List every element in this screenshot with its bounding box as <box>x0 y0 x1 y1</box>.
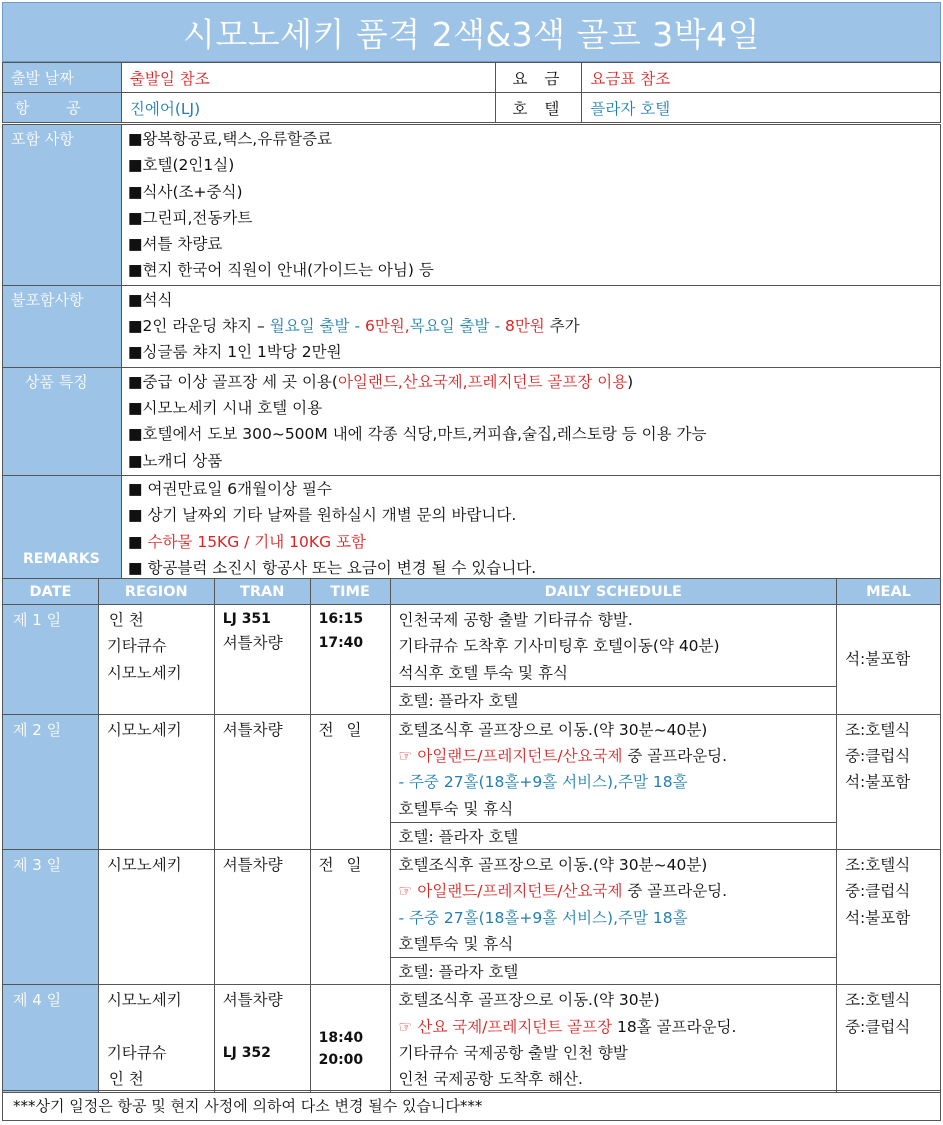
region-text: 인 천 <box>108 611 144 629</box>
text: 18홀 골프라운딩. <box>612 1017 737 1036</box>
airline-value: 진에어(LJ) <box>121 93 496 123</box>
included-list <box>121 125 940 286</box>
day-label: 제 3 일 <box>3 850 99 985</box>
details-table <box>2 124 941 582</box>
region-text: 시모노세키 <box>106 720 182 739</box>
airline-label: 항 공 <box>3 93 122 123</box>
region-text <box>107 1014 206 1040</box>
day-label: 제 2 일 <box>3 714 99 849</box>
hand-icon: ☞ <box>398 1017 418 1036</box>
text: 수하물 15KG / 기내 10KG 포함 <box>147 532 366 551</box>
text: , <box>404 317 410 336</box>
schedule-header-row <box>3 579 941 605</box>
day-tran <box>214 714 310 849</box>
schedule-text <box>399 878 829 904</box>
day-schedule <box>390 985 837 1093</box>
day-label: 제 4 일 <box>3 985 99 1093</box>
day-tran <box>214 605 310 715</box>
excluded-item-round-charge <box>128 313 934 339</box>
included-label: 포함 사항 <box>3 125 122 286</box>
schedule-text: 호텔투숙 및 휴식 <box>398 934 514 953</box>
day-schedule <box>390 714 837 822</box>
meal-text: 석:불포함 <box>845 908 911 927</box>
day-time <box>310 985 390 1093</box>
time-text: 17:40 <box>318 635 364 651</box>
price-value: 요금표 참조 <box>582 63 941 93</box>
feature-item: ■노캐디 상품 <box>127 451 223 470</box>
region-text: 기타큐슈 <box>106 1043 167 1062</box>
feature-item <box>128 369 934 395</box>
text: 산요 국제/프레지던트 골프장 <box>417 1017 613 1036</box>
tran-text: 셔틀차량 <box>222 991 283 1010</box>
schedule-text <box>399 743 829 769</box>
day-time <box>310 850 390 985</box>
schedule-table <box>2 578 941 1093</box>
schedule-text: 호텔투숙 및 휴식 <box>398 799 514 818</box>
included-item: ■셔틀 차량료 <box>127 235 223 254</box>
text: 아일랜드/프레지던트/산요국제 <box>417 747 623 766</box>
meal-text: 석:불포함 <box>845 650 911 669</box>
hotel-value: 플라자 호텔 <box>582 93 941 123</box>
remark-item: ■ 항공블럭 소진시 항공사 또는 요금이 변경 될 수 있습니다. <box>127 558 537 577</box>
day-hotel: 호텔: 플라자 호텔 <box>390 823 837 850</box>
schedule-text: - 주중 27홀(18홀+9홀 서비스),주말 18홀 <box>398 773 688 792</box>
tran-text: 셔틀차량 <box>222 720 283 739</box>
excluded-item: ■석식 <box>127 290 173 309</box>
schedule-text: 석식후 호텔 투숙 및 휴식 <box>398 663 568 682</box>
time-text <box>319 1005 382 1027</box>
included-item: ■왕복항공료,택스,유류할증료 <box>127 130 333 148</box>
meal-text: 조:호텔식 <box>845 856 911 875</box>
tran-text: 셔틀차량 <box>222 856 283 875</box>
day-region <box>98 850 214 985</box>
text: 6만원 <box>364 317 405 336</box>
text: 추가 <box>544 317 580 336</box>
day-hotel: 호텔: 플라자 호텔 <box>390 686 837 714</box>
departure-label: 출발 날짜 <box>3 63 122 93</box>
day-meal <box>837 985 941 1093</box>
day-row <box>3 850 941 958</box>
included-item: ■현지 한국어 직원이 안내(가이드는 아님) 등 <box>127 261 434 280</box>
meal-text: 석:불포함 <box>845 773 911 792</box>
tran-text <box>223 1014 302 1040</box>
day-meal <box>837 714 941 849</box>
included-item: ■식사(조+중식) <box>127 182 243 201</box>
schedule-text: 인천 국제공항 도착후 해산. <box>398 1070 583 1089</box>
remark-item: ■ 상기 날짜외 기타 날짜를 원하실시 개별 문의 바랍니다. <box>127 506 517 525</box>
day-time <box>310 714 390 849</box>
remark-item <box>128 529 934 555</box>
schedule-text: 기타큐슈 도착후 기사미팅후 호텔이동(약 40분) <box>398 637 720 656</box>
text: ) <box>627 372 634 391</box>
region-text: 기타큐슈 <box>106 637 167 656</box>
header-tran: TRAN <box>214 579 310 605</box>
included-item: ■호텔(2인1실) <box>127 156 235 175</box>
departure-value: 출발일 참조 <box>121 63 496 93</box>
features-list <box>121 367 940 475</box>
day-tran <box>214 985 310 1093</box>
text: 목요일 출발 - <box>409 317 505 336</box>
meal-text: 중:클럽식 <box>845 747 911 766</box>
hand-icon: ☞ <box>398 747 418 766</box>
text: 아일랜드,산요국제,프레지던트 골프장 이용 <box>337 372 628 391</box>
time-text: 20:00 <box>318 1052 364 1069</box>
day-hotel: 호텔: 플라자 호텔 <box>390 958 837 985</box>
remarks-label: REMARKS <box>3 475 122 581</box>
day-schedule <box>390 850 837 958</box>
header-meal: MEAL <box>837 579 941 605</box>
region-text: 시모노세키 <box>106 856 182 875</box>
meal-text: 중:클럽식 <box>845 1017 911 1036</box>
schedule-text: 기타큐슈 국제공항 출발 인천 향발 <box>398 1043 628 1062</box>
excluded-label: 불포함사항 <box>3 285 122 367</box>
time-text: 18:40 <box>318 1030 364 1047</box>
text: ■ <box>127 532 148 551</box>
header-region: REGION <box>98 579 214 605</box>
header-date: DATE <box>3 579 99 605</box>
day-region <box>98 714 214 849</box>
hotel-label: 호 텔 <box>496 93 582 123</box>
excluded-item: ■싱글룸 챠지 1인 1박당 2만원 <box>127 343 342 362</box>
schedule-text: 인천국제 공항 출발 기타큐슈 향발. <box>398 611 633 629</box>
remark-item: ■ 여권만료일 6개월이상 필수 <box>127 479 332 498</box>
day-region <box>98 985 214 1093</box>
day-meal <box>837 605 941 715</box>
day-row <box>3 985 941 1093</box>
remarks-list <box>121 475 940 581</box>
text: ■중급 이상 골프장 세 곳 이용( <box>127 372 338 391</box>
meal-text: 조:호텔식 <box>845 720 911 739</box>
region-text: 시모노세키 <box>106 991 182 1010</box>
included-item: ■그린피,전동카트 <box>127 208 253 227</box>
page-title: 시모노세키 품격 2색&3색 골프 3박4일 <box>2 2 941 62</box>
text: 월요일 출발 - <box>269 317 365 336</box>
hand-icon: ☞ <box>398 882 418 901</box>
schedule-text: 호텔조식후 골프장으로 이동.(약 30분~40분) <box>398 856 708 875</box>
meal-text: 조:호텔식 <box>845 991 911 1010</box>
header-time: TIME <box>310 579 390 605</box>
meal-text: 중:클럽식 <box>845 882 911 901</box>
price-label: 요 금 <box>496 63 582 93</box>
schedule-text <box>399 1014 829 1040</box>
features-label: 상품 특징 <box>3 367 122 475</box>
text: 아일랜드/프레지던트/산요국제 <box>417 882 623 901</box>
schedule-text: 호텔조식후 골프장으로 이동.(약 30분~40분) <box>398 720 708 739</box>
feature-item: ■시모노세키 시내 호텔 이용 <box>127 399 323 418</box>
schedule-text: 호텔조식후 골프장으로 이동.(약 30분) <box>398 991 660 1010</box>
footer-note: ***상기 일정은 항공 및 현지 사정에 의하여 다소 변경 될수 있습니다*** <box>2 1090 941 1121</box>
text: 8만원 <box>504 317 545 336</box>
header-daily-schedule: DAILY SCHEDULE <box>390 579 837 605</box>
day-row <box>3 714 941 822</box>
text: 중 골프라운딩. <box>622 882 728 901</box>
text: 중 골프라운딩. <box>622 747 728 766</box>
text: ■2인 라운딩 챠지 – <box>127 317 270 336</box>
tran-text: 셔틀차량 <box>222 634 283 652</box>
time-text: 전 일 <box>318 856 366 875</box>
day-label: 제 1 일 <box>3 605 99 715</box>
day-row <box>3 605 941 687</box>
tran-text: LJ 352 <box>222 1044 271 1061</box>
day-time <box>310 605 390 715</box>
schedule-text: - 주중 27홀(18홀+9홀 서비스),주말 18홀 <box>398 908 688 927</box>
region-text: 시모노세키 <box>106 663 182 682</box>
day-region <box>98 605 214 715</box>
day-meal <box>837 850 941 985</box>
excluded-list <box>121 285 940 367</box>
time-text: 전 일 <box>318 720 366 739</box>
time-text <box>319 987 382 1005</box>
info-table <box>2 62 941 123</box>
time-text: 16:15 <box>318 611 364 627</box>
feature-item: ■호텔에서 도보 300~500M 내에 각종 식당,마트,커피숍,술집,레스토랑 등 이용 가능 <box>127 425 707 444</box>
day-tran <box>214 850 310 985</box>
region-text: 인 천 <box>108 1070 144 1089</box>
day-schedule <box>390 605 837 687</box>
tran-text: LJ 351 <box>222 611 271 627</box>
